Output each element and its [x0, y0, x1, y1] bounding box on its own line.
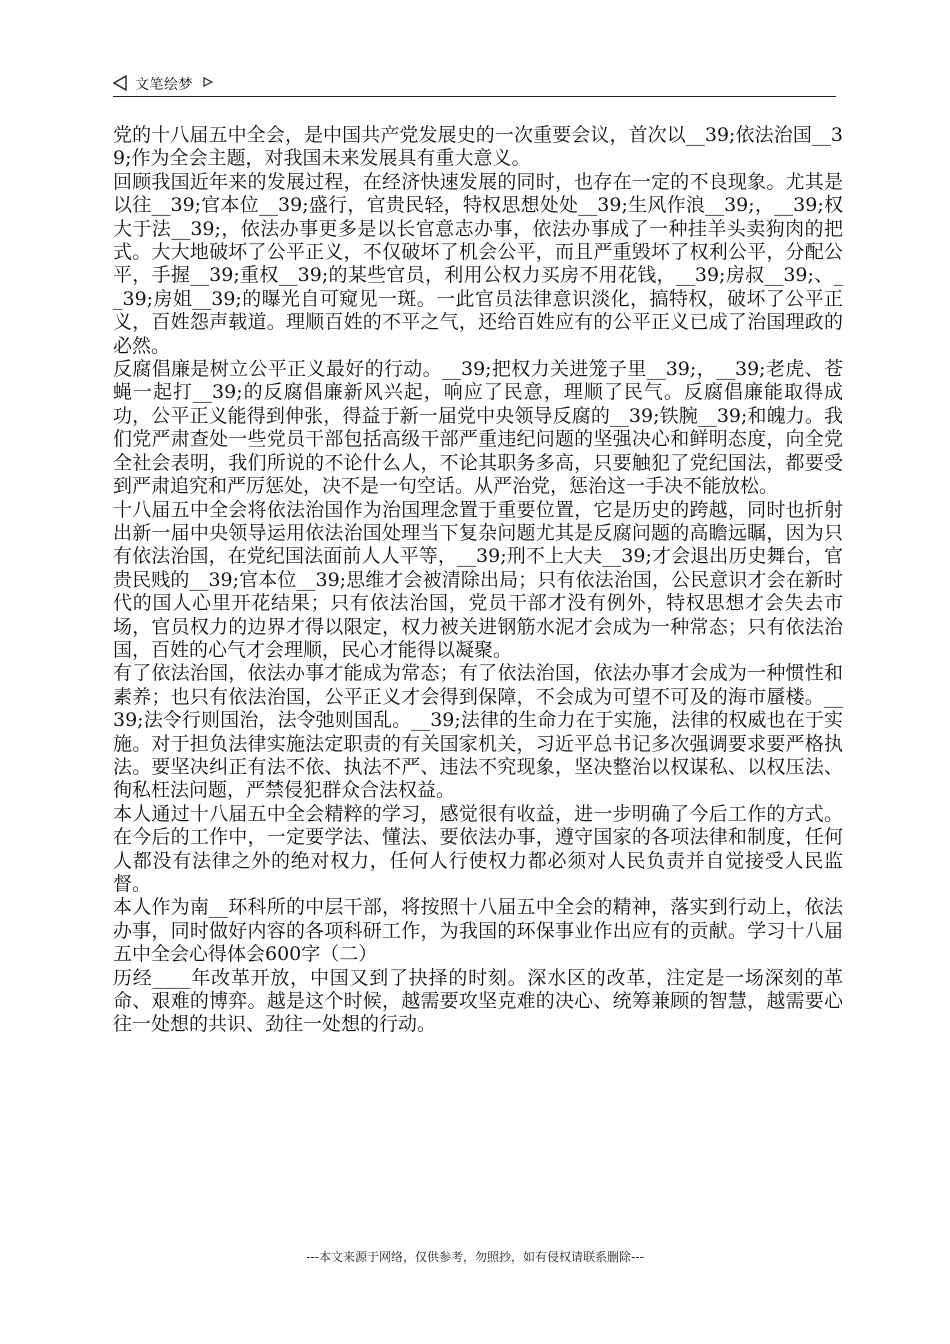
paragraph: 本人通过十八届五中全会精粹的学习，感觉很有收益，进一步明确了今后工作的方式。在今后的工作中，一定要学法、懂法、要依法办事，遵守国家的各项法律和制度，任何人都没有法律之外的绝对权力，任何人行使权力都必须对人民负责并自觉接受人民监督。	[113, 802, 843, 895]
triangle-right-icon	[203, 77, 213, 87]
paragraph: 有了依法治国，依法办事才能成为常态；有了依法治国，依法办事才会成为一种惯性和素养；也只有依法治国，公平正义才会得到保障，不会成为可望不可及的海市蜃楼。__39;法令行则国治，法令弛则国乱。__39;法律的生命力在于实施，法律的权威也在于实施。对于担负法律实施法定职责的有关国家机关，习近平总书记多次强调要求要严格执法。要坚决纠正有法不依、执法不严、违法不究现象，坚决整治以权谋私、以权压法、徇私枉法问题，严禁侵犯群众合法权益。	[113, 662, 843, 802]
paragraph: 历经____年改革开放，中国又到了抉择的时刻。深水区的改革，注定是一场深刻的革命、艰难的博弈。越是这个时候，越需要攻坚克难的决心、统筹兼顾的智慧，越需要心往一处想的共识、劲往一处想的行动。	[113, 966, 843, 1036]
paragraph: 党的十八届五中全会，是中国共产党发展史的一次重要会议，首次以__39;依法治国__39;作为全会主题，对我国未来发展具有重大意义。	[113, 124, 843, 170]
footer-note: ---本文来源于网络，仅供参考，勿照抄，如有侵权请联系删除---	[306, 1250, 644, 1264]
paragraph: 十八届五中全会将依法治国作为治国理念置于重要位置，它是历史的跨越，同时也折射出新一届中央领导运用依法治国处理当下复杂问题尤其是反腐问题的高瞻远瞩，因为只有依法治国，在党纪国法面前人人平等，__39;刑不上大夫__39;才会退出历史舞台，官贵民贱的__39;官本位__39;思维才会被清除出局；只有依法治国，公民意识才会在新时代的国人心里开花结果；只有依法治国，党员干部才没有例外，特权思想才会失去市场，官员权力的边界才得以限定，权力被关进钢筋水泥才会成为一种常态；只有依法治国，百姓的心气才会理顺，民心才能得以凝聚。	[113, 498, 843, 661]
paragraph: 反腐倡廉是树立公平正义最好的行动。__39;把权力关进笼子里__39;，__39;老虎、苍蝇一起打__39;的反腐倡廉新风兴起，响应了民意，理顺了民气。反腐倡廉能取得成功，公平正义能得到伸张，得益于新一届党中央领导反腐的__39;铁腕__39;和魄力。我们党严肃查处一些党员干部包括高级干部严重违纪问题的坚强决心和鲜明态度，向全党全社会表明，我们所说的不论什么人，不论其职务多高，只要触犯了党纪国法，都要受到严肃追究和严厉惩处，决不是一句空话。从严治党，惩治这一手决不能放松。	[113, 358, 843, 498]
paragraph: 回顾我国近年来的发展过程，在经济快速发展的同时，也存在一定的不良现象。尤其是以往__39;官本位__39;盛行，官贵民轻，特权思想处处__39;生风作浪__39;，__39;权大于法__39;，依法办事更多是以长官意志办事，依法办事成了一种挂羊头卖狗肉的把式。大大地破坏了公平正义，不仅破坏了机会公平，而且严重毁坏了权利公平，分配公平，手握__39;重权__39;的某些官员，利用公权力买房不用花钱，__39;房叔__39;、__39;房姐__39;的曝光自可窥见一斑。一此官员法律意识淡化，搞特权，破坏了公平正义，百姓怨声载道。理顺百姓的不平之气，还给百姓应有的公平正义已成了治国理政的必然。	[113, 170, 843, 357]
paragraph: 本人作为南__环科所的中层干部，将按照十八届五中全会的精神，落实到行动上，依法办事，同时做好内容的各项科研工作，为我国的环保事业作出应有的贡献。学习十八届五中全会心得体会600字（二）	[113, 896, 843, 966]
page-header	[113, 68, 836, 97]
triangle-left-icon	[113, 75, 127, 91]
article-body	[113, 124, 843, 1037]
header-brand: 文笔绘梦	[135, 77, 193, 93]
